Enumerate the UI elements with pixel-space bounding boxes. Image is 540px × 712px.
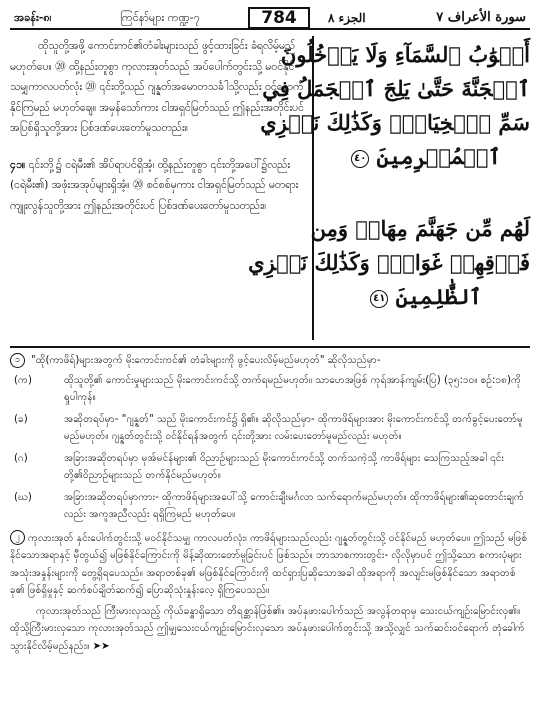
page-header <box>10 8 530 30</box>
footnote-2-text: ကုလားအုတ် နှင်းပေါက်တွင်းသို့ မဝင်နိုင်သမျှ ကာလပတ်လုံး၊ ကာဖိရ်များသည်လည်း ဂျန္နတ်တွင်းသို့ ဝင်နိုင်မည် မဟုတ်ပေ။ ဤသည် မဖြစ်နိုင်သောအရာနှင့် မှီတွယ်၍ မဖြစ်နိုင်ကြောင်းကို မိန့်ဆိုထားတော်မူခြင်းပင် ဖြစ်သည်။ ဘာသာစကားတွင်း- လိုလိုမှာပင် ဤသို့သော စကားပုံများ အသုံးအနှုန်းများကို တွေ့ရှိရပေသည်။ အရာတစ်ခု၏ မဖြစ်နိုင်ကြောင်းကို ထင်ရှားပြဆိုသောအခါ ထိုအရာကို အလျင်းမဖြစ်နိုင်သော အရာတစ်ခု၏ ဖြစ်ရှိမှုနှင့် ဆက်စပ်ချိတ်ဆက်၍ ပြောဆိုသုံးနှုန်းလေ့ ရှိကြပေသည်။ <box>10 532 528 596</box>
section-label: ကြင်နာ်များ ကဏ္ဍ-၇ <box>120 11 200 24</box>
ayah-number-marker: ٤٠ <box>351 150 369 168</box>
footnote-item-label: (ဂ) <box>14 452 28 464</box>
footnote-item-text: အခြားအဆိုတရပ်မှာ မုအ်မင်န်များ၏ ဝိညာဉ်များသည် မိုးကောင်းကင်သို့ တက်သကဲ့သို့ ကာဖိရ်များ သေကြသည့်အခါ ၎င်းတို့၏ဝိညာဉ်များသည် တက်နိုင်မည်မဟုတ်။ <box>64 452 505 481</box>
translation-verse-40: ထိုသူတို့အဖို့ ကောင်းကင်၏တံခါးများသည် ဖွင့်ထားခြင်း ခံရလိမ့်မည်မဟုတ်ပေ။ ⑳ ထို့နည်းတူစွာ ကုလားအုတ်သည် အပ်ပေါက်တွင်းသို့ မဝင်နိုင်သမျှကာလပတ်လုံး ⑳ ၎င်းတို့သည် ဂျန္နတ်အမောတသင်္ခါသို့လည်း ဝင်ရောက်နိုင်ကြမည် မဟုတ်ချေ။ အမှန်သော်ကား ငါအရှင်မြတ်သည် ဤနည်းအတိုင်းပင် အပြစ်ရှိသူတို့အား ပြစ်ဒဏ်ပေးတော်မူသတည်း။ <box>10 40 304 134</box>
chapter-label: အခန်း-၈၊ <box>14 11 52 24</box>
translation-verse-41-text: ၎င်းတို့၌ ငရဲမီး၏ အိပ်ရာပင်ရှိအံ့၊ ထို့နည်းတူစွာ ၎င်းတို့အပေါ်၌လည်း (ငရဲမီး၏) အဖုံးအအုပ်များရှိအံ့။ ⑳ စင်စစ်မှကား ငါအရှင်မြတ်သည် မတရားကျူးလွန်သူတို့အား ဤနည်းအတိုင်းပင် ပြစ်ဒဏ်ပေးတော်မူသတည်း။ <box>10 158 299 212</box>
footnote-item <box>10 411 530 446</box>
arabic-line: ٱلۡجَنَّةَ حَتَّىٰ يَلِجَ ٱلۡجَمَلُ فِي <box>262 76 530 101</box>
verse-number: ၄၁။ <box>10 158 26 171</box>
juz-label: الجزء ٨ <box>328 11 366 25</box>
arabic-line-text: ٱلظَّٰلِمِينَ <box>395 284 482 309</box>
footnote-item <box>10 450 530 485</box>
arabic-line: أَبۡوَٰبُ ٱلسَّمَآءِ وَلَا يَدۡخُلُونَ <box>280 42 530 67</box>
page-number: 784 <box>248 7 310 29</box>
footnote-item-text: အခြားအဆိုတရပ်မှာကား- ထိုကာဖိရ်များအပေါ်သို့ ကောင်းချီးမင်္ဂလာ သက်ရောက်မည်မဟုတ်။ ထိုကာဖိရ်များ၏ဆုတောင်းချက်လည်း အကူအညီလည်း ရရှိကြမည် မဟုတ်ပေ။ <box>64 491 524 520</box>
arabic-line: فَوۡقِهِمۡ غَوَاشٖۚ وَكَذَٰلِكَ نَجۡزِي <box>248 250 530 275</box>
arabic-line: سَمِّ ٱلۡخِيَاطِۚ وَكَذَٰلِكَ نَجۡزِي <box>260 110 530 135</box>
footnotes <box>10 352 530 655</box>
footnote-marker: ၁ <box>10 353 25 368</box>
footnote-item-label: (ခ) <box>14 413 28 425</box>
arabic-line-text: ٱلۡمُجۡرِمِينَ <box>376 144 501 169</box>
arabic-block-41 <box>248 212 530 314</box>
continue-arrow-icon: ➤➤ <box>92 640 110 652</box>
footnote-1-head-text: "ထို(ကာဖိရ်)များအတွက် မိုးကောင်းကင်၏ တံခါးများကို ဖွင့်ပေးလိမ့်မည်မဟုတ်" ဆိုလိုသည်မှာ- <box>31 355 381 366</box>
arabic-column <box>248 38 530 314</box>
footnote-item-text: အဆိုတရပ်မှာ- "ဂျန္နတ်" သည် မိုးကောင်းကင်၌ ရှိ၏။ ဆိုလိုသည်မှာ- ထိုကာဖိရ်များအား မိုးကောင်းကင်သို့ တက်ခွင့်ပေးတော်မူမည်မဟုတ်။ ဂျန္နတ်တွင်းသို့ ဝင်နိုင်ရန်အတွက် ၎င်းတို့အား လမ်းပေးတော်မူမည်လည်း မဟုတ်။ <box>64 413 523 442</box>
arabic-line <box>322 280 530 314</box>
footnote-2-text-2: ကုလားအုတ်သည် ကြီးမားလှသည့် ကိုယ်ခန္ဓာရှိသော တိရစ္ဆာန်ဖြစ်၏။ အပ်နှဖားပေါက်သည် အလွန်တရာမှ သေးငယ်ကျဉ်းမြောင်းလှ၏။ ထိုသို့ကြီးမားလှသော ကုလားအုတ်သည် ဤမျှသေးငယ်ကျဉ်းမြောင်းလှသော အပ်နှဖားပေါက်တွင်းသို့ အသို့လျှင် သက်ဆင်းဝင်ရောက် တုံခေါက်သွားနိုင်လိမ့်မည်နည်း။ <box>10 605 525 652</box>
footnote-2 <box>10 530 530 656</box>
translation-verse-41 <box>10 155 306 217</box>
footnote-2-para <box>10 530 530 600</box>
page <box>10 8 530 704</box>
footnote-item <box>10 489 530 524</box>
footnote-1-heading <box>10 352 530 370</box>
footnote-item-label: (က) <box>14 374 32 386</box>
footnote-divider <box>10 346 530 348</box>
ayah-number-marker: ٤١ <box>370 290 388 308</box>
arabic-line <box>322 140 530 174</box>
arabic-line: لَهُم مِّن جَهَنَّمَ مِهَادٞ وَمِن <box>310 216 530 241</box>
surah-title: سورة الأعراف ٧ <box>436 10 526 25</box>
footnote-marker: ၂ <box>10 530 25 545</box>
footnote-item <box>10 372 530 407</box>
footnote-item-text: ထိုသူတို့၏ ကောင်းမှုများသည် မိုးကောင်းကင်သို့ တက်ရမည်မဟုတ်။ သာဟေအဖြစ် ကုရ်အာန်ကျမ်း(ပြ) (၃၅:၁၀။ စဥ်:၁၈)ကို ရှုပါကုန်။ <box>64 374 521 403</box>
footnote-2-para <box>10 603 530 656</box>
footnote-item-label: (ဃ) <box>14 491 32 503</box>
